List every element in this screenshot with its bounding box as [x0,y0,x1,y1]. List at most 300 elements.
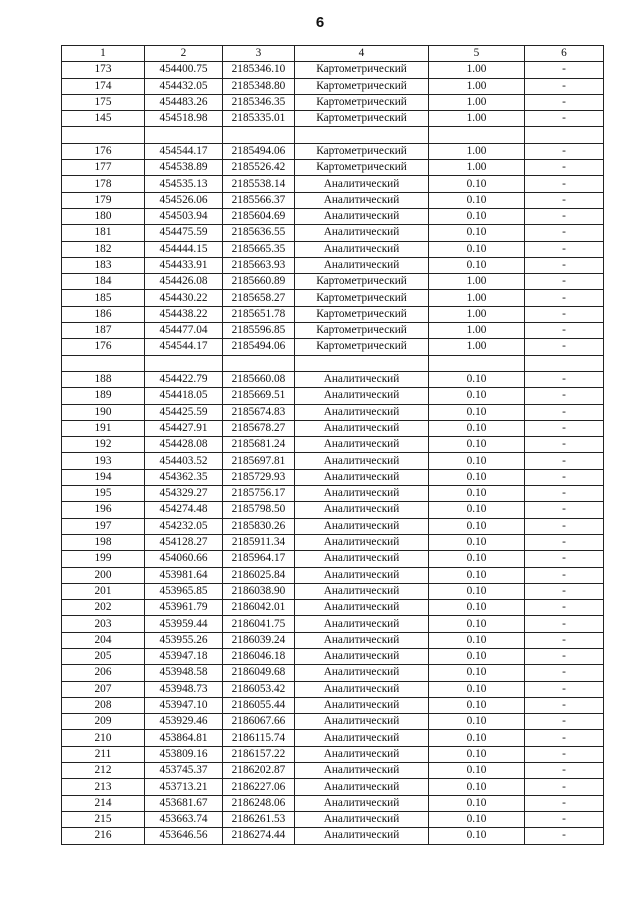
table-header-row [62,46,604,62]
table-cell: 2186042.01 [223,600,295,616]
table-cell: - [525,730,604,746]
table-cell: 2185674.83 [223,404,295,420]
table-row [62,763,604,779]
table-cell: 0.10 [429,404,525,420]
table-cell: 0.10 [429,241,525,257]
table-cell: 453965.85 [145,583,223,599]
table-cell: 454432.05 [145,78,223,94]
table-row [62,94,604,110]
table-row [62,323,604,339]
table-cell: - [525,714,604,730]
table-cell: - [525,192,604,208]
table-cell: - [525,486,604,502]
table-cell: - [525,746,604,762]
table-cell: 2185669.51 [223,388,295,404]
table-cell: 453929.46 [145,714,223,730]
table-cell: 2186274.44 [223,828,295,844]
table-cell: 2185335.01 [223,111,295,127]
table-row [62,600,604,616]
table-cell: Аналитический [295,192,429,208]
table-cell: 2185681.24 [223,437,295,453]
table-cell: 0.10 [429,420,525,436]
table-cell: 0.10 [429,208,525,224]
table-cell: Аналитический [295,681,429,697]
table-cell: - [525,600,604,616]
table-cell: Аналитический [295,208,429,224]
table-cell: Картометрический [295,143,429,159]
table-cell: 197 [62,518,145,534]
column-header: 4 [295,46,429,62]
table-cell: - [525,388,604,404]
table-row [62,648,604,664]
table-cell: - [525,518,604,534]
table-cell: 453713.21 [145,779,223,795]
table-cell: - [525,828,604,844]
table-cell: 0.10 [429,534,525,550]
table-cell: - [525,469,604,485]
table-row [62,567,604,583]
table-cell: 2185665.35 [223,241,295,257]
table-row [62,583,604,599]
table-cell: - [525,763,604,779]
table-cell: Аналитический [295,453,429,469]
table-cell: Картометрический [295,160,429,176]
table-row [62,453,604,469]
table-cell: 200 [62,567,145,583]
table-cell: 2186067.66 [223,714,295,730]
table-cell: Картометрический [295,62,429,78]
column-header: 2 [145,46,223,62]
table-cell: 193 [62,453,145,469]
table-row [62,811,604,827]
table-row [62,111,604,127]
table-cell: 191 [62,420,145,436]
table-row [62,828,604,844]
column-header: 6 [525,46,604,62]
table-cell: 0.10 [429,567,525,583]
table-cell: 215 [62,811,145,827]
table-row [62,388,604,404]
table-cell: 454400.75 [145,62,223,78]
table-row [62,225,604,241]
table-cell: 0.10 [429,811,525,827]
table-cell: Аналитический [295,616,429,632]
table-cell: Картометрический [295,111,429,127]
table-cell: 0.10 [429,730,525,746]
table-cell: 203 [62,616,145,632]
table-cell: 0.10 [429,681,525,697]
table-cell: 0.10 [429,600,525,616]
table-row [62,469,604,485]
table-cell: Картометрический [295,290,429,306]
table-cell [62,127,145,143]
table-cell: 184 [62,274,145,290]
table-cell: 212 [62,763,145,779]
table-cell: 0.10 [429,632,525,648]
table-row [62,518,604,534]
table-cell: 213 [62,779,145,795]
table-cell: 0.10 [429,648,525,664]
table-cell: Аналитический [295,828,429,844]
table-cell: - [525,420,604,436]
table-cell: 179 [62,192,145,208]
table-row [62,274,604,290]
table-cell: 0.10 [429,746,525,762]
table-cell [145,127,223,143]
table-cell: Аналитический [295,697,429,713]
table-row [62,290,604,306]
table-cell: 2185729.93 [223,469,295,485]
table-cell: 453948.73 [145,681,223,697]
table-row [62,78,604,94]
table-cell: 0.10 [429,697,525,713]
table-cell: 0.10 [429,437,525,453]
table-row [62,257,604,273]
table-cell: 180 [62,208,145,224]
table-cell: 2185538.14 [223,176,295,192]
table-cell: 195 [62,486,145,502]
table-cell: 206 [62,665,145,681]
table-cell: 454444.15 [145,241,223,257]
table-cell: - [525,290,604,306]
table-cell: 454425.59 [145,404,223,420]
table-cell: 453681.67 [145,795,223,811]
table-cell: 2185660.89 [223,274,295,290]
table-cell: 2186227.06 [223,779,295,795]
table-cell: - [525,632,604,648]
table-cell: 453646.56 [145,828,223,844]
table-row [62,632,604,648]
table-row [62,697,604,713]
table-cell: Картометрический [295,78,429,94]
table-cell: - [525,208,604,224]
table-row [62,306,604,322]
table-row [62,339,604,355]
table-cell: Аналитический [295,811,429,827]
table-cell: 194 [62,469,145,485]
table-cell: 2185651.78 [223,306,295,322]
table-row [62,371,604,387]
table-cell: - [525,143,604,159]
table-cell: 188 [62,371,145,387]
table-cell: 183 [62,257,145,273]
table-cell: 454544.17 [145,339,223,355]
table-cell: 2186055.44 [223,697,295,713]
table-cell: - [525,225,604,241]
table-cell: 454544.17 [145,143,223,159]
table-cell: Картометрический [295,94,429,110]
table-cell: Аналитический [295,600,429,616]
table-cell: - [525,111,604,127]
table-cell: 1.00 [429,78,525,94]
table-cell: 176 [62,339,145,355]
table-cell: 0.10 [429,714,525,730]
table-cell: 2185566.37 [223,192,295,208]
table-cell: Аналитический [295,257,429,273]
table-cell: 454483.26 [145,94,223,110]
table-cell: 211 [62,746,145,762]
table-cell: 2186053.42 [223,681,295,697]
table-cell: 454503.94 [145,208,223,224]
table-cell: Аналитический [295,779,429,795]
table-cell: 2186025.84 [223,567,295,583]
table-cell: Аналитический [295,371,429,387]
table-cell: - [525,665,604,681]
table-cell: - [525,160,604,176]
table-cell: Картометрический [295,339,429,355]
table-row [62,176,604,192]
table-cell: 1.00 [429,160,525,176]
table-cell: 1.00 [429,323,525,339]
table-cell: 454438.22 [145,306,223,322]
table-cell: 0.10 [429,225,525,241]
table-cell: 454535.13 [145,176,223,192]
table-cell: 454433.91 [145,257,223,273]
table-cell: Аналитический [295,225,429,241]
table-cell: 454403.52 [145,453,223,469]
table-cell: 0.10 [429,763,525,779]
table-cell: - [525,404,604,420]
table-cell: - [525,551,604,567]
table-cell: 204 [62,632,145,648]
table-cell: 185 [62,290,145,306]
table-cell: 2185346.10 [223,62,295,78]
table-cell: 196 [62,502,145,518]
table-cell: - [525,567,604,583]
table-cell: 0.10 [429,795,525,811]
table-row [62,437,604,453]
table-cell: Аналитический [295,404,429,420]
table-cell: 2185660.08 [223,371,295,387]
table-cell: 192 [62,437,145,453]
table-cell: 454232.05 [145,518,223,534]
table-cell: 2186049.68 [223,665,295,681]
table-cell: 216 [62,828,145,844]
table-cell: 181 [62,225,145,241]
table-cell: - [525,339,604,355]
table-cell [223,127,295,143]
table-cell: 0.10 [429,583,525,599]
table-cell: 454426.08 [145,274,223,290]
table-row [62,795,604,811]
table-row [62,192,604,208]
coordinates-table [61,45,604,845]
table-cell: 1.00 [429,111,525,127]
table-row [62,616,604,632]
table-cell: 2185348.80 [223,78,295,94]
table-cell: 1.00 [429,290,525,306]
table-cell: 453947.18 [145,648,223,664]
table-row [62,355,604,371]
table-cell: Картометрический [295,323,429,339]
table-cell: 2185798.50 [223,502,295,518]
table-cell: 2186115.74 [223,730,295,746]
table-row [62,404,604,420]
table-cell: 2186038.90 [223,583,295,599]
table-cell: 174 [62,78,145,94]
table-row [62,143,604,159]
table-cell: 145 [62,111,145,127]
table-cell: 2185658.27 [223,290,295,306]
table-cell: Аналитический [295,551,429,567]
table-cell [429,127,525,143]
table-cell: 2186261.53 [223,811,295,827]
table-row [62,534,604,550]
table-cell: - [525,453,604,469]
table-cell: 202 [62,600,145,616]
table-cell [223,355,295,371]
table-cell: 2185663.93 [223,257,295,273]
table-cell: 178 [62,176,145,192]
table-cell: 214 [62,795,145,811]
table-cell: - [525,795,604,811]
table-cell: 453981.64 [145,567,223,583]
table-cell: Аналитический [295,763,429,779]
table-cell: Аналитический [295,502,429,518]
table-cell: - [525,241,604,257]
table-cell: 0.10 [429,486,525,502]
table-cell: Картометрический [295,274,429,290]
table-cell: 2186039.24 [223,632,295,648]
table-row [62,241,604,257]
table-cell: 2185830.26 [223,518,295,534]
table-cell: 453947.10 [145,697,223,713]
table-row [62,208,604,224]
table-cell: Аналитический [295,714,429,730]
table-cell: 2185526.42 [223,160,295,176]
table-cell: 2185678.27 [223,420,295,436]
table-cell: - [525,583,604,599]
table-cell: 205 [62,648,145,664]
table-cell: - [525,697,604,713]
table-cell: 0.10 [429,192,525,208]
table-cell: 198 [62,534,145,550]
table-cell: 453864.81 [145,730,223,746]
table-cell: - [525,616,604,632]
table-row [62,551,604,567]
table-cell: Аналитический [295,665,429,681]
table-cell: Аналитический [295,388,429,404]
table-cell: - [525,323,604,339]
table-cell: 2185494.06 [223,143,295,159]
table-cell: 453959.44 [145,616,223,632]
table-row [62,62,604,78]
table-cell: 0.10 [429,779,525,795]
table-cell: 454362.35 [145,469,223,485]
table-cell [145,355,223,371]
table-cell: 173 [62,62,145,78]
table-cell: 1.00 [429,62,525,78]
table-cell: 0.10 [429,665,525,681]
table-cell: Аналитический [295,437,429,453]
table-cell: Аналитический [295,648,429,664]
table-cell: 0.10 [429,257,525,273]
table-cell: - [525,534,604,550]
table-cell: 0.10 [429,551,525,567]
table-cell: 0.10 [429,176,525,192]
table-cell: - [525,371,604,387]
table-cell [295,127,429,143]
table-cell: Аналитический [295,583,429,599]
table-cell [429,355,525,371]
table-cell [525,355,604,371]
table-cell: 2185346.35 [223,94,295,110]
table-cell: 2185697.81 [223,453,295,469]
table-cell: 454477.04 [145,323,223,339]
table-cell: 0.10 [429,453,525,469]
table-cell: 454274.48 [145,502,223,518]
table-cell: 454329.27 [145,486,223,502]
table-cell [525,127,604,143]
table-cell: - [525,681,604,697]
table-cell: 0.10 [429,469,525,485]
table-cell: 209 [62,714,145,730]
table-cell: 186 [62,306,145,322]
table-cell: 454518.98 [145,111,223,127]
table-cell: 1.00 [429,94,525,110]
table-cell: - [525,502,604,518]
table-cell: Аналитический [295,534,429,550]
table-cell: Аналитический [295,241,429,257]
table-cell: 2186157.22 [223,746,295,762]
table-cell: Аналитический [295,632,429,648]
table-cell: 454128.27 [145,534,223,550]
table-cell: 454430.22 [145,290,223,306]
table-cell: 454538.89 [145,160,223,176]
table-cell: 454422.79 [145,371,223,387]
table-cell: 0.10 [429,371,525,387]
table-row [62,746,604,762]
table-cell: 177 [62,160,145,176]
table-cell: - [525,437,604,453]
table-cell: Аналитический [295,486,429,502]
table-cell: 182 [62,241,145,257]
table-cell: - [525,274,604,290]
table-cell: Аналитический [295,518,429,534]
page-number: 6 [315,14,325,31]
column-header: 5 [429,46,525,62]
table-cell: 2185964.17 [223,551,295,567]
table-cell: 1.00 [429,339,525,355]
table-cell: - [525,306,604,322]
table-cell: 0.10 [429,828,525,844]
table-cell: 454418.05 [145,388,223,404]
table-cell [62,355,145,371]
table-cell: 175 [62,94,145,110]
table-cell: Аналитический [295,420,429,436]
table-row [62,714,604,730]
table-cell: 453663.74 [145,811,223,827]
table-row [62,420,604,436]
table-cell: 199 [62,551,145,567]
table-cell: 2186041.75 [223,616,295,632]
table-cell: 454475.59 [145,225,223,241]
table-cell: 0.10 [429,616,525,632]
table-cell: 207 [62,681,145,697]
table-cell: 2185911.34 [223,534,295,550]
table-cell: - [525,257,604,273]
table-row [62,127,604,143]
table-cell: 453745.37 [145,763,223,779]
table-cell: 208 [62,697,145,713]
table-cell: 1.00 [429,306,525,322]
table-cell: 2185756.17 [223,486,295,502]
table-cell: 453809.16 [145,746,223,762]
table-cell: 2186046.18 [223,648,295,664]
table-cell: 201 [62,583,145,599]
table-cell: 2186202.87 [223,763,295,779]
column-header: 1 [62,46,145,62]
